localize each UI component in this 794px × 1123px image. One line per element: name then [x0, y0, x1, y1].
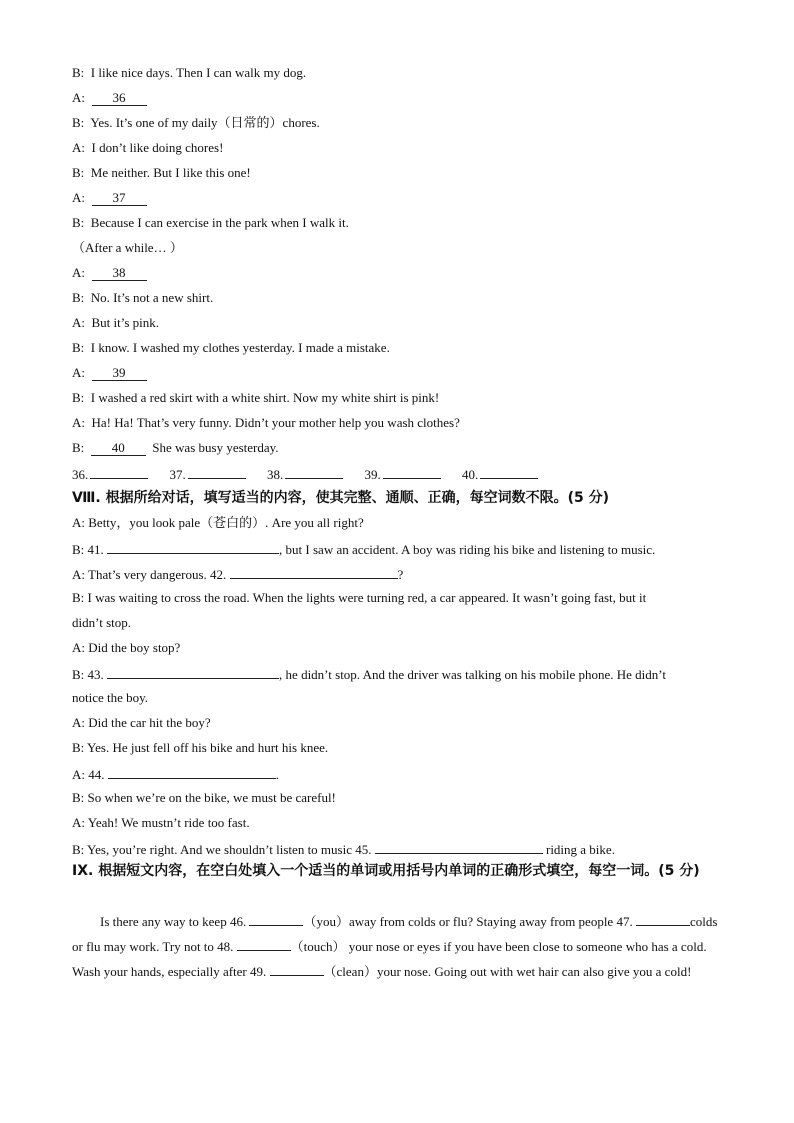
answer-blank[interactable]: [270, 962, 324, 976]
answer-item: 38.: [267, 467, 343, 482]
speaker: A:: [72, 415, 85, 430]
speaker: A:: [72, 140, 85, 155]
answer-blank[interactable]: [383, 465, 441, 479]
dialogue-line: A: 44. .: [72, 767, 279, 782]
speaker: B:: [72, 390, 85, 405]
dialogue-line: [72, 140, 722, 156]
speaker: A:: [72, 265, 85, 280]
dialogue-line: A: Betty，you look pale（苍白的）. Are you all right?: [72, 515, 364, 530]
dialogue-line: A: Did the car hit the boy?: [72, 715, 211, 730]
line-text: I like nice days. Then I can walk my dog.: [90, 65, 307, 80]
cloze-passage: Is there any way to keep 46. （you）away from colds or flu? Staying away from people 47. colds or flu may work. Try not to 48. （touch） your nose or eyes if you have been close to someone who has a cold. Wash your hands, especially after 49. （clean）your nose. Going out with wet hair can also give you a cold!: [72, 914, 718, 979]
speaker: B:: [72, 65, 85, 80]
answer-blank[interactable]: [90, 465, 148, 479]
answer-blank[interactable]: [249, 912, 303, 926]
speaker: B:: [72, 290, 85, 305]
dialogue-line: [72, 265, 722, 281]
dialogue-line: [72, 65, 722, 81]
line-text: I don’t like doing chores!: [91, 140, 224, 155]
section-heading: IX. 根据短文内容，在空白处填入一个适当的单词或用括号内单词的正确形式填空，每空一词。(5 分): [72, 863, 700, 879]
speaker: B:: [72, 215, 85, 230]
speaker: A:: [72, 190, 85, 205]
speaker: A:: [72, 90, 85, 105]
answer-blank[interactable]: [188, 465, 246, 479]
answer-blank[interactable]: [375, 840, 543, 854]
dialogue-line: [72, 215, 722, 231]
answer-blank[interactable]: [285, 465, 343, 479]
dialogue-line: A: That’s very dangerous. 42. ?: [72, 567, 404, 582]
answer-blank[interactable]: 38: [92, 266, 147, 281]
answer-blank[interactable]: [107, 665, 279, 679]
line-text: Yes. It’s one of my daily（日常的）chores.: [90, 115, 320, 130]
speaker: A:: [72, 315, 85, 330]
answer-blank[interactable]: 40: [91, 441, 146, 456]
answer-item: 39.: [365, 467, 441, 482]
answer-blank[interactable]: [636, 912, 690, 926]
dialogue-line: [72, 390, 722, 406]
dialogue-line: [72, 90, 722, 106]
dialogue-line: didn’t stop.: [72, 615, 131, 630]
dialogue-line: A: Yeah! We mustn’t ride too fast.: [72, 815, 250, 830]
speaker: A:: [72, 365, 85, 380]
line-text: No. It’s not a new shirt.: [90, 290, 214, 305]
dialogue-line: B: 43. , he didn’t stop. And the driver was talking on his mobile phone. He didn’t: [72, 667, 666, 682]
line-text: Me neither. But I like this one!: [90, 165, 251, 180]
line-text: But it’s pink.: [91, 315, 160, 330]
dialogue-line: [72, 165, 722, 181]
answer-blank[interactable]: 37: [92, 191, 147, 206]
line-text: I know. I washed my clothes yesterday. I made a mistake.: [90, 340, 390, 355]
answer-blank[interactable]: 36: [92, 91, 147, 106]
answer-item: 36.: [72, 467, 148, 482]
dialogue-line: [72, 190, 722, 206]
speaker: B:: [72, 115, 85, 130]
dialogue-line: B: Yes, you’re right. And we shouldn’t listen to music 45. riding a bike.: [72, 842, 615, 857]
answer-row: [72, 465, 722, 483]
answer-blank[interactable]: [480, 465, 538, 479]
speaker: B:: [72, 440, 85, 455]
dialogue-line: [72, 290, 722, 306]
answer-blank[interactable]: [237, 937, 291, 951]
answer-item: 40.: [462, 467, 538, 482]
answer-blank[interactable]: [230, 565, 398, 579]
dialogue-line: B: I was waiting to cross the road. When the lights were turning red, a car appeared. It wasn’t going fast, but it: [72, 590, 647, 605]
line-text: （After a while… ）: [72, 240, 183, 255]
section-heading: Ⅷ. 根据所给对话，填写适当的内容，使其完整、通顺、正确，每空词数不限。(5 分): [72, 490, 610, 506]
speaker: B:: [72, 340, 85, 355]
dialogue-line: [72, 415, 722, 431]
answer-blank[interactable]: 39: [92, 366, 147, 381]
line-text: Because I can exercise in the park when I walk it.: [90, 215, 349, 230]
line-text: She was busy yesterday.: [152, 440, 279, 455]
dialogue-line: B: So when we’re on the bike, we must be careful!: [72, 790, 336, 805]
dialogue-line: [72, 365, 722, 381]
dialogue-line: A: Did the boy stop?: [72, 640, 181, 655]
dialogue-line: [72, 340, 722, 356]
dialogue-line: notice the boy.: [72, 690, 149, 705]
dialogue-line: [72, 315, 722, 331]
dialogue-line: B: Yes. He just fell off his bike and hurt his knee.: [72, 740, 329, 755]
dialogue-line: [72, 440, 722, 456]
line-text: I washed a red skirt with a white shirt. Now my white shirt is pink!: [90, 390, 440, 405]
dialogue-line: B: 41. , but I saw an accident. A boy was riding his bike and listening to music.: [72, 542, 656, 557]
speaker: B:: [72, 165, 85, 180]
dialogue-line: [72, 115, 722, 131]
answer-item: 37.: [170, 467, 246, 482]
answer-blank[interactable]: [108, 765, 276, 779]
answer-blank[interactable]: [107, 540, 279, 554]
line-text: Ha! Ha! That’s very funny. Didn’t your mother help you wash clothes?: [91, 415, 460, 430]
dialogue-line: [72, 240, 722, 256]
